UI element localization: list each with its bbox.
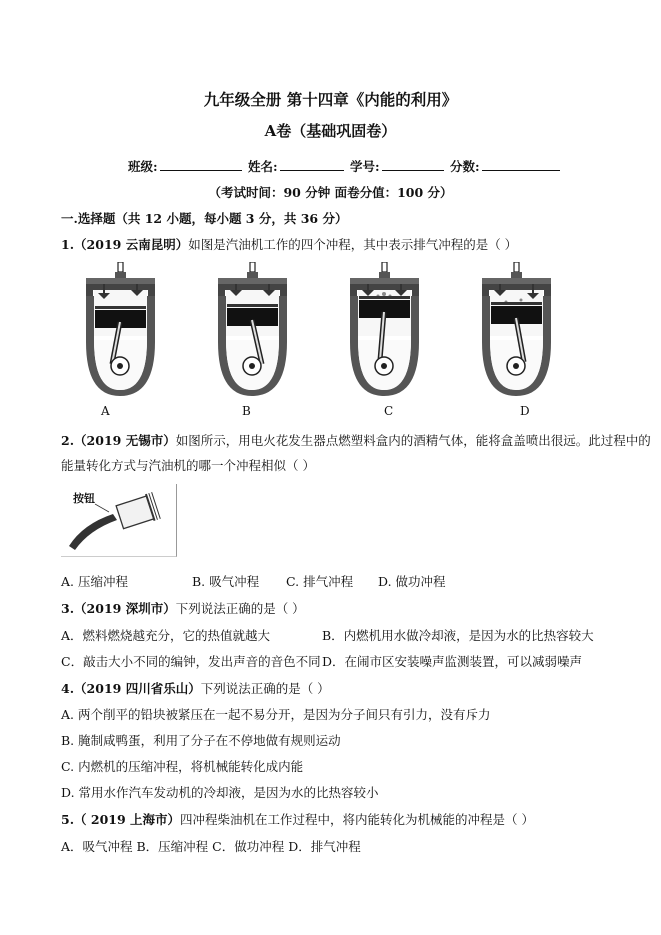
engine-label-c: C (384, 404, 394, 418)
question-2-text-line1: 如图所示，用电火花发生器点燃塑料盒内的酒精气体，能将盒盖喷出很远。此过程中的 (175, 433, 651, 448)
question-5-source: 5.（ 2019 上海市） (61, 812, 181, 827)
question-5-options[interactable]: A．吸气冲程 B．压缩冲程 C．做功冲程 D．排气冲程 (61, 839, 361, 854)
engine-b-icon (218, 262, 287, 396)
question-2-option-c[interactable]: C. 排气冲程 (286, 574, 354, 589)
id-label: 学号: (349, 159, 380, 174)
question-5-text: 四冲程柴油机在工作过程中，将内能转化为机械能的冲程是（ ） (180, 812, 535, 827)
class-label: 班级: (128, 159, 158, 174)
question-3-text: 下列说法正确的是（ ） (175, 601, 305, 616)
question-2-line2: 能量转化方式与汽油机的哪一个冲程相似（ ） (61, 458, 315, 473)
question-2-source: 2.（2019 无锡市） (61, 433, 176, 448)
engine-strokes-figure (70, 262, 590, 397)
name-blank[interactable] (280, 157, 344, 171)
question-4-option-d[interactable]: D. 常用水作汽车发动机的冷却液，是因为水的比热容较小 (61, 785, 379, 800)
engine-c-icon (350, 262, 419, 396)
question-1-source: 1.（2019 云南昆明） (61, 237, 189, 252)
question-1-text: 如图是汽油机工作的四个冲程，其中表示排气冲程的是（ ） (188, 237, 518, 252)
question-3 (61, 599, 305, 617)
question-3-option-a[interactable]: A．燃料燃烧越充分，它的热值就越大 (61, 628, 271, 643)
question-3-option-b[interactable]: B．内燃机用水做冷却液，是因为水的比热容较大 (322, 628, 594, 643)
class-blank[interactable] (160, 157, 242, 171)
question-4-source: 4.（2019 四川省乐山） (61, 681, 201, 696)
section-title: 一.选择题（共 12 小题，每小题 3 分，共 36 分） (61, 211, 348, 226)
question-3-option-c[interactable]: C．敲击大小不同的编钟，发出声音的音色不同 (61, 654, 321, 669)
exam-info: （考试时间：90 分钟 面卷分值：100 分） (208, 185, 453, 200)
question-1 (61, 235, 517, 253)
page-title: 九年级全册 第十四章《内能的利用》 (203, 90, 458, 109)
question-4 (61, 679, 330, 697)
question-2 (61, 431, 651, 449)
question-4-option-c[interactable]: C. 内燃机的压缩冲程，将机械能转化成内能 (61, 759, 304, 774)
question-2-option-b[interactable]: B. 吸气冲程 (192, 574, 260, 589)
question-3-source: 3.（2019 深圳市） (61, 601, 176, 616)
engine-label-d: D (520, 404, 530, 418)
engine-a-icon (86, 262, 155, 396)
engine-label-b: B (242, 404, 251, 418)
question-3-option-d[interactable]: D．在闹市区安装噪声监测装置，可以减弱噪声 (322, 654, 583, 669)
name-label: 姓名: (247, 159, 278, 174)
question-4-option-b[interactable]: B. 腌制咸鸭蛋，利用了分子在不停地做有规则运动 (61, 733, 341, 748)
question-4-text: 下列说法正确的是（ ） (200, 681, 330, 696)
spark-generator-figure (61, 484, 177, 557)
question-2-option-d[interactable]: D. 做功冲程 (378, 574, 446, 589)
question-5 (61, 810, 534, 828)
engine-label-a: A (101, 404, 110, 418)
engine-d-icon (482, 262, 551, 396)
button-label: 按钮 (73, 492, 95, 505)
page-subtitle: A卷（基础巩固卷） (264, 122, 397, 140)
student-info-line (128, 157, 562, 175)
score-label: 分数: (449, 159, 480, 174)
question-2-option-a[interactable]: A. 压缩冲程 (61, 574, 128, 589)
id-blank[interactable] (382, 157, 444, 171)
question-4-option-a[interactable]: A. 两个削平的铅块被紧压在一起不易分开，是因为分子间只有引力，没有斥力 (61, 707, 491, 722)
score-blank[interactable] (482, 157, 560, 171)
